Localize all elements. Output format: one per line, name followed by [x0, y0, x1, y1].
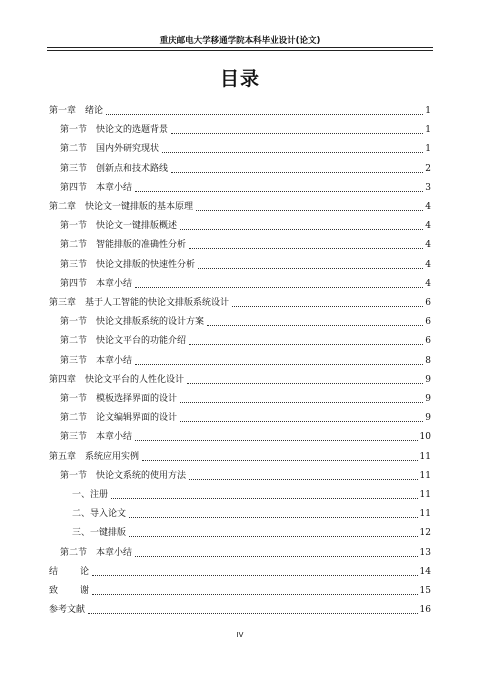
- toc-entry[interactable]: [49, 257, 431, 271]
- dot-leader: [187, 382, 423, 384]
- dot-leader: [111, 497, 418, 499]
- toc-entry[interactable]: [49, 487, 431, 501]
- toc-entry-page: 4: [425, 202, 431, 212]
- toc-entry-page: 11: [419, 509, 431, 520]
- toc-entry-label: 第一章: [49, 106, 77, 116]
- toc-entry-label: 第一节: [60, 394, 88, 404]
- dot-leader: [171, 132, 423, 134]
- toc-entry-page: 11: [419, 470, 431, 481]
- toc-entry-label: 第一节: [60, 317, 88, 328]
- dot-leader: [180, 228, 423, 230]
- toc-entry-title: 快论文排版的快速性分析: [96, 259, 196, 270]
- toc-entry-page: 4: [425, 278, 431, 289]
- toc-entry-label: 第一节: [60, 221, 88, 232]
- toc-entry-page: 6: [425, 317, 431, 328]
- dot-leader: [189, 343, 423, 345]
- toc-entry[interactable]: [49, 199, 431, 213]
- toc-entry-title: 本章小结: [96, 182, 133, 193]
- toc-entry-label: 结: [49, 566, 59, 577]
- toc-entry-label: 三、: [72, 528, 91, 539]
- dot-leader: [88, 612, 418, 614]
- toc-entry-title: 注册: [90, 490, 109, 500]
- toc-entry[interactable]: [49, 583, 431, 597]
- toc-entry[interactable]: [49, 122, 431, 136]
- toc-entry-title: 绪论: [85, 106, 104, 116]
- toc-entry-page: 1: [425, 125, 431, 136]
- dot-leader: [129, 535, 418, 537]
- toc-entry-page: 12: [419, 528, 431, 539]
- toc-entry-title: 智能排版的准确性分析: [96, 240, 187, 251]
- toc-entry-label: 第三节: [60, 163, 88, 174]
- toc-entry[interactable]: [49, 410, 431, 424]
- toc-entry-title: 本章小结: [96, 355, 133, 366]
- toc-entry-label: 第三章: [49, 298, 77, 308]
- toc-entry-label: 第一节: [60, 125, 88, 136]
- toc-entry-page: 16: [419, 605, 431, 616]
- dot-leader: [92, 574, 418, 576]
- toc-entry[interactable]: [49, 545, 431, 559]
- toc-entry-page: 14: [419, 566, 431, 577]
- toc-entry-title: 本章小结: [96, 547, 133, 558]
- toc-entry-title: 模板选择界面的设计: [96, 394, 178, 404]
- toc-entry-label: 第一节: [60, 470, 88, 481]
- toc-entry-page: 10: [419, 432, 431, 443]
- toc-entry-title: 论: [80, 566, 90, 577]
- toc-entry-title: 谢: [80, 586, 90, 596]
- toc-entry[interactable]: [49, 295, 431, 309]
- page-title: 目录: [219, 68, 260, 90]
- toc-entry-page: 15: [419, 586, 431, 596]
- dot-leader: [180, 401, 423, 403]
- toc-entry-title: 创新点和技术路线: [96, 163, 169, 174]
- toc-entry-title: 一键排版: [90, 528, 127, 539]
- toc-entry-label: 第二节: [60, 547, 88, 558]
- toc-entry[interactable]: [49, 391, 431, 405]
- toc-entry-page: 4: [425, 221, 431, 232]
- dot-leader: [135, 363, 423, 365]
- dot-leader: [106, 113, 423, 115]
- toc-entry-title: 快论文平台的功能介绍: [96, 336, 187, 347]
- toc-entry-title: 快论文平台的人性化设计: [85, 374, 185, 385]
- toc-entry[interactable]: [49, 468, 431, 482]
- dot-leader: [207, 324, 423, 326]
- toc-entry-page: 2: [425, 163, 431, 174]
- toc-entry-label: 第三节: [60, 259, 88, 270]
- dot-leader: [171, 171, 423, 173]
- toc-entry[interactable]: [49, 602, 431, 616]
- dot-leader: [189, 478, 418, 480]
- toc-entry-page: 13: [419, 547, 431, 558]
- toc-entry[interactable]: [49, 141, 431, 155]
- toc-entry[interactable]: [49, 449, 431, 463]
- toc-entry[interactable]: [49, 333, 431, 347]
- toc-entry[interactable]: [49, 180, 431, 194]
- toc-entry[interactable]: [49, 103, 431, 117]
- dot-leader: [162, 151, 423, 153]
- dot-leader: [135, 190, 423, 192]
- dot-leader: [189, 247, 423, 249]
- toc-entry[interactable]: [49, 564, 431, 578]
- toc-entry[interactable]: [49, 525, 431, 539]
- header-rule: [47, 47, 433, 51]
- toc-entry-title: 参考文献: [49, 605, 86, 616]
- dot-leader: [129, 516, 418, 518]
- toc-entry-label: 第三节: [60, 432, 88, 443]
- toc-entry-label: 致: [49, 586, 59, 596]
- toc-entry-label: 第二节: [60, 144, 88, 155]
- toc-entry-label: 第四节: [60, 278, 88, 289]
- toc-entry[interactable]: [49, 237, 431, 251]
- toc-entry-title: 论文编辑界面的设计: [96, 413, 178, 424]
- toc-entry-page: 4: [425, 240, 431, 251]
- toc-entry-title: 快论文系统的使用方法: [96, 470, 187, 481]
- page-header: 重庆邮电大学移通学院本科毕业设计(论文): [159, 36, 321, 46]
- toc-entry-title: 快论文排版系统的设计方案: [96, 317, 205, 328]
- toc-entry-title: 快论文一键排版的基本原理: [85, 202, 194, 212]
- toc-entry-page: 9: [425, 374, 431, 385]
- dot-leader: [135, 555, 418, 557]
- toc-entry-title: 本章小结: [96, 278, 133, 289]
- toc-entry-page: 11: [419, 451, 431, 462]
- toc-entry-label: 第五章: [49, 451, 77, 462]
- toc-entry-page: 4: [425, 259, 431, 270]
- toc-entry-label: 二、: [72, 509, 91, 520]
- toc-entry-page: 1: [425, 144, 431, 155]
- toc-entry-page: 8: [425, 355, 431, 366]
- toc-entry-page: 9: [425, 413, 431, 424]
- toc-entry-label: 一、: [72, 490, 91, 500]
- toc-entry-page: 6: [425, 336, 431, 347]
- toc-entry-title: 本章小结: [96, 432, 133, 443]
- dot-leader: [232, 305, 423, 307]
- toc-entry-title: 基于人工智能的快论文排版系统设计: [85, 298, 230, 308]
- toc-entry-label: 第二节: [60, 240, 88, 251]
- toc-entry-label: 第四节: [60, 182, 88, 193]
- page-number: IV: [236, 631, 244, 639]
- toc-entry[interactable]: [49, 276, 431, 290]
- toc-entry-page: 1: [425, 106, 431, 116]
- dot-leader: [198, 267, 423, 269]
- toc-entry-label: 第四章: [49, 374, 77, 385]
- toc-entry-title: 快论文的选题背景: [96, 125, 169, 136]
- dot-leader: [142, 459, 418, 461]
- toc-entry-label: 第三节: [60, 355, 88, 366]
- toc-entry-title: 系统应用实例: [85, 451, 140, 462]
- toc-entry[interactable]: [49, 161, 431, 175]
- toc-entry-title: 国内外研究现状: [96, 144, 160, 155]
- dot-leader: [180, 420, 423, 422]
- toc-entry[interactable]: [49, 353, 431, 367]
- dot-leader: [135, 286, 423, 288]
- toc-entry-label: 第二节: [60, 413, 88, 424]
- toc-entry-page: 9: [425, 394, 431, 404]
- toc-entry-label: 第二章: [49, 202, 77, 212]
- toc-entry-title: 导入论文: [90, 509, 127, 520]
- toc-entry-page: 11: [419, 490, 431, 500]
- toc-entry[interactable]: [49, 372, 431, 386]
- toc-entry-page: 3: [425, 182, 431, 193]
- toc-entry[interactable]: [49, 218, 431, 232]
- toc-entry[interactable]: [49, 429, 431, 443]
- toc-entry[interactable]: [49, 314, 431, 328]
- toc-entry-page: 6: [425, 298, 431, 308]
- dot-leader: [196, 209, 423, 211]
- dot-leader: [92, 593, 418, 595]
- dot-leader: [135, 439, 418, 441]
- toc-entry[interactable]: [49, 506, 431, 520]
- toc-entry-title: 快论文一键排版概述: [96, 221, 178, 232]
- toc-entry-label: 第二节: [60, 336, 88, 347]
